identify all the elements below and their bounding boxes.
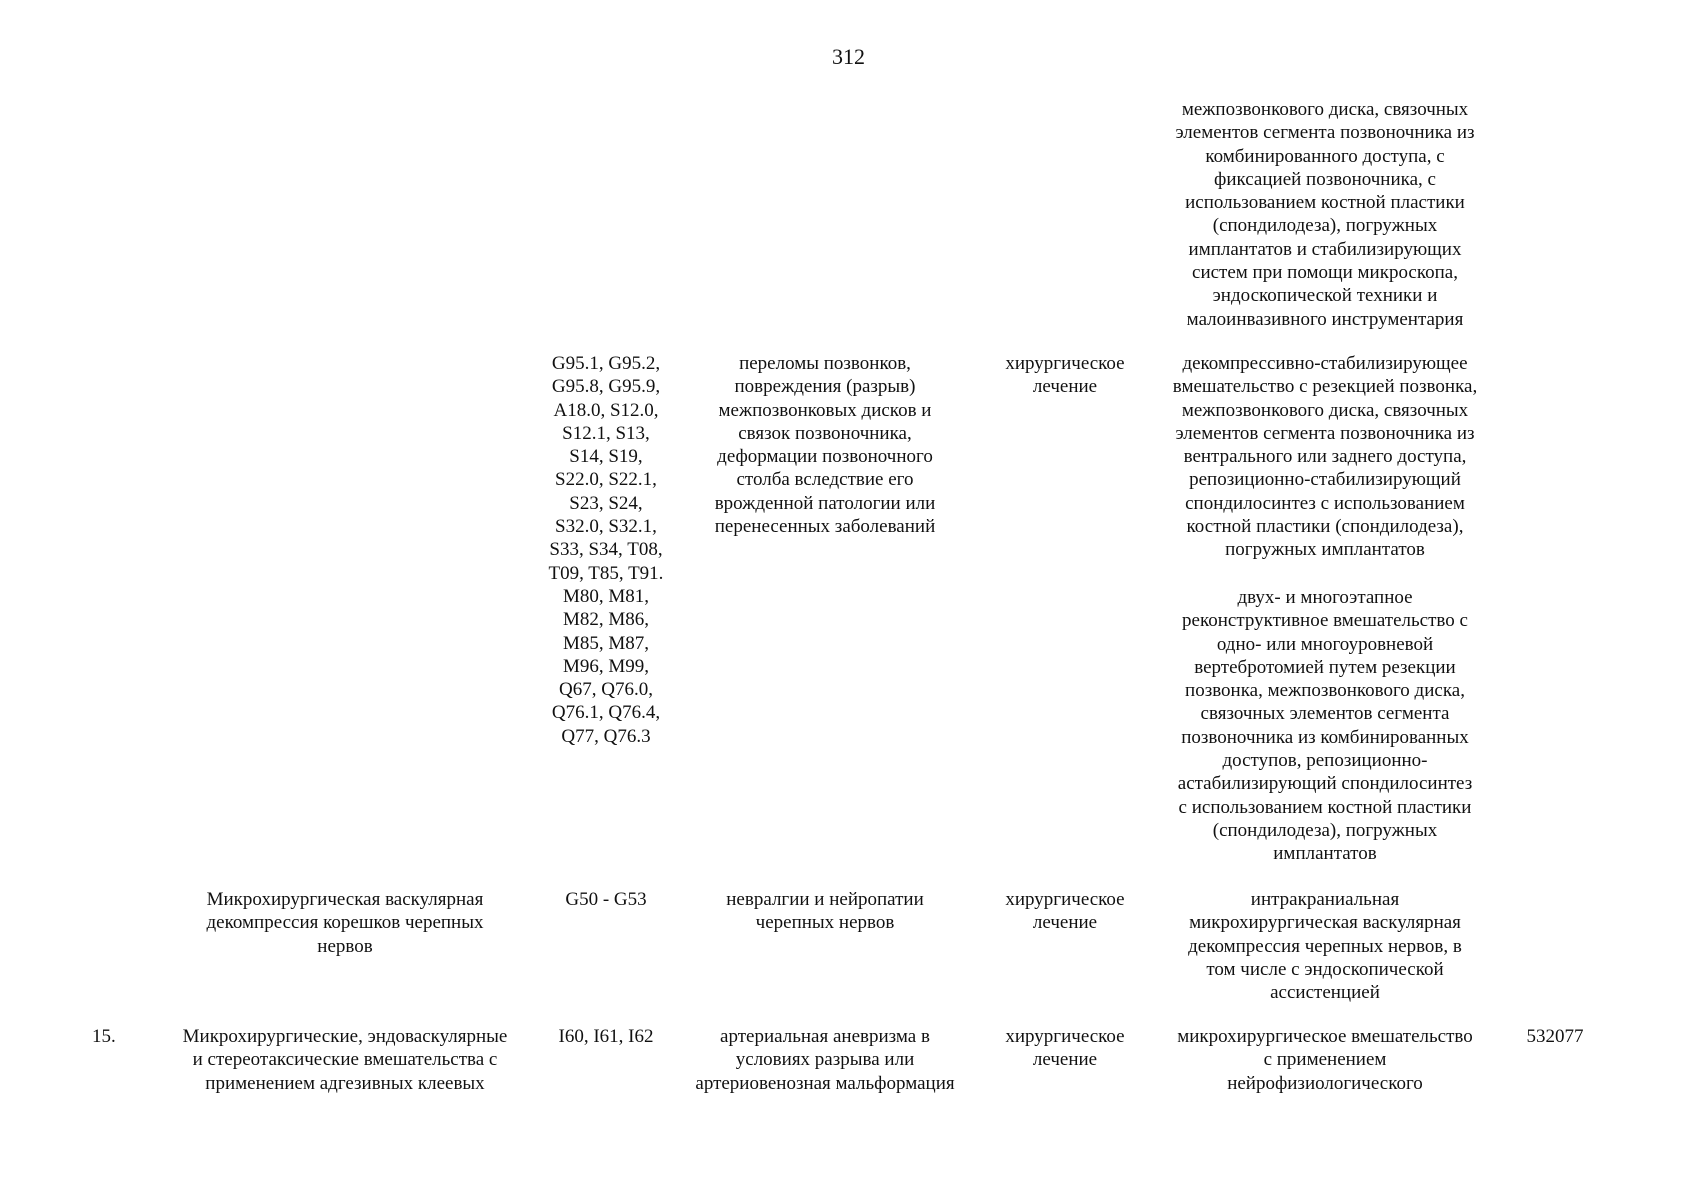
method-cell: межпозвонкового диска, связочных элементов сегмента позвоночника из комбинированного доступа, с фиксацией позвоночника, с использованием костной пластики (спондилодеза), погружных имплантатов и стабилизирующих систем при помощи микроскопа, эндоскопической техники и малоинвазивного инструментария xyxy=(1175,99,1475,330)
method-cell: декомпрессивно-стабилизирующее вмешательство с резекцией позвонка, межпозвонкового диска, связочных элементов сегмента позвоночника из вентрального или заднего доступа, репозиционно-стабилизирующий спондилосинтез с использованием костной пластики (спондилодеза), погружных имплантатов xyxy=(1172,353,1478,561)
icd-codes-cell: G50 - G53 xyxy=(565,889,647,910)
method-cell: интракраниальная микрохирургическая васкулярная декомпрессия черепных нервов, в том числе с эндоскопической ассистенцией xyxy=(1188,889,1462,1004)
method-cell-secondary: двух- и многоэтапное реконструктивное вмешательство с одно- или многоуровневой вертебротомией путем резекции позвонка, межпозвонкового диска, связочных элементов сегмента позвоночника из комбинированных доступов, репозиционно- астабилизирующий спондилосинтез с использованием костной пластики (спондилодеза), погружных имплантатов xyxy=(1177,587,1473,865)
icd-codes-cell: I60, I61, I62 xyxy=(558,1026,654,1047)
cost-cell: 532077 xyxy=(1526,1026,1584,1047)
icd-codes-cell: G95.1, G95.2, G95.8, G95.9, A18.0, S12.0, S12.1, S13, S14, S19, S22.0, S22.1, S23, S24, S32.0, S32.1, S33, S34, T08, T09, T85, T91. M80, M81, M82, M86, M85, M87, M96, M99, Q67, Q76.0, Q76.1, Q76.4, Q77, Q76.3 xyxy=(548,353,664,747)
patient-model-cell: переломы позвонков, повреждения (разрыв) межпозвонковых дисков и связок позвоночника, деформации позвоночного столба вследствие его врожденной патологии или перенесенных заболеваний xyxy=(714,353,936,538)
patient-model-cell: невралгии и нейропатии черепных нервов xyxy=(726,889,924,934)
intervention-name-cell: Микрохирургические, эндоваскулярные и стереотаксические вмешательства с применением адгезивных клеевых xyxy=(182,1026,508,1094)
treatment-type-cell: хирургическое лечение xyxy=(1005,1026,1125,1071)
row-number: 15. xyxy=(92,1026,116,1047)
treatment-type-cell: хирургическое лечение xyxy=(1005,353,1125,398)
intervention-name-cell: Микрохирургическая васкулярная декомпрессия корешков черепных нервов xyxy=(206,889,484,957)
page-number: 312 xyxy=(832,44,865,69)
patient-model-cell: артериальная аневризма в условиях разрыва или артериовенозная мальформация xyxy=(695,1026,955,1094)
treatment-type-cell: хирургическое лечение xyxy=(1005,889,1125,934)
method-cell: микрохирургическое вмешательство с применением нейрофизиологического xyxy=(1177,1026,1473,1094)
